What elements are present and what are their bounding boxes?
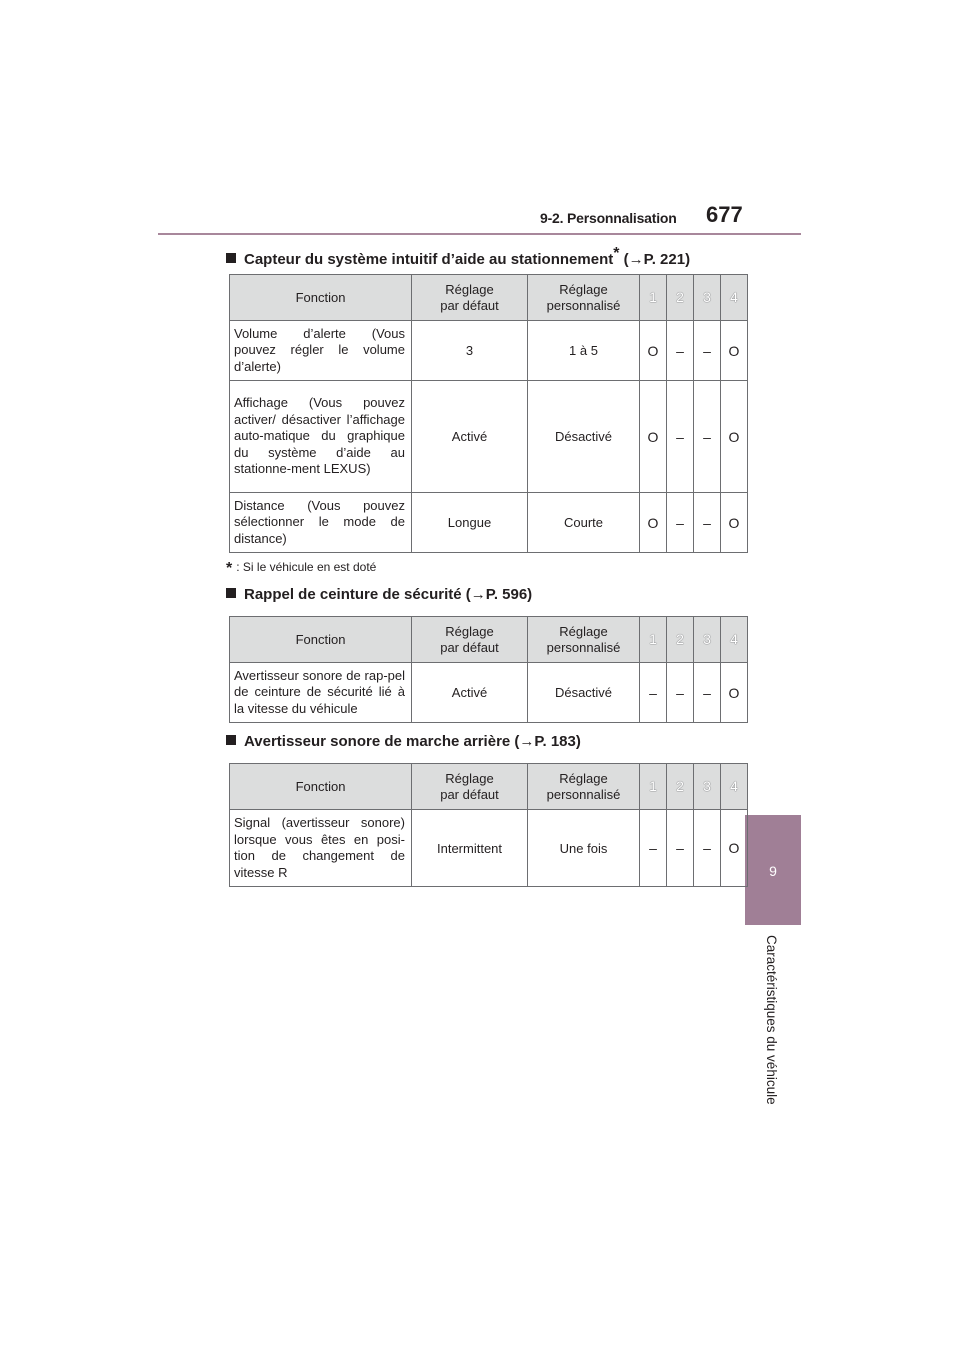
table-row [230,663,748,723]
row-mark-2: – [667,381,694,493]
section-heading-parking-sensor: Capteur du système intuitif d’aide au stationnement* (→P. 221) [226,245,690,268]
row-mark-3: – [694,381,721,493]
row-mark-2: – [667,663,694,723]
row-mark-1: O [640,321,667,381]
row-mark-1: – [640,663,667,723]
header-num-1: 1 [640,617,667,663]
footnote-star: * [226,560,233,577]
page-reference[interactable]: (→P. 183) [514,733,581,750]
row-function: Volume d’alerte (Vous pouvez régler le volume d’alerte) [230,321,412,381]
table-row [230,810,748,887]
row-mark-4: O [721,493,748,553]
table-header-row [230,275,748,321]
row-function: Signal (avertisseur sonore) lorsque vous êtes en posi-tion de changement de vitesse R [230,810,412,887]
row-custom: Une fois [528,810,640,887]
header-function: Fonction [230,617,412,663]
footnote [226,560,376,578]
table-header-row [230,764,748,810]
chapter-label-container [765,935,781,1115]
header-custom: Réglage personnalisé [528,617,640,663]
header-num-3: 3 [694,275,721,321]
header-num-4: 4 [721,275,748,321]
header-divider [158,233,801,235]
settings-table-parking-sensor [229,274,748,553]
row-default: Activé [412,381,528,493]
header-custom: Réglage personnalisé [528,275,640,321]
settings-table-reverse-buzzer [229,763,748,887]
header-custom: Réglage personnalisé [528,764,640,810]
table-row [230,381,748,493]
page-reference[interactable]: (→P. 596) [465,586,533,603]
row-mark-3: – [694,321,721,381]
header-num-2: 2 [667,275,694,321]
table-header-row [230,617,748,663]
header-default: Réglage par défaut [412,617,528,663]
header-num-3: 3 [694,764,721,810]
row-mark-1: O [640,493,667,553]
row-mark-1: O [640,381,667,493]
header-num-4: 4 [721,617,748,663]
header-default: Réglage par défaut [412,275,528,321]
header-num-3: 3 [694,617,721,663]
header-function: Fonction [230,764,412,810]
chapter-label: Caractéristiques du véhicule [764,935,779,1105]
header-num-1: 1 [640,764,667,810]
row-default: Activé [412,663,528,723]
row-default: Intermittent [412,810,528,887]
row-function: Avertisseur sonore de rap-pel de ceinture de sécurité lié à la vitesse du véhicule [230,663,412,723]
row-mark-4: O [721,321,748,381]
page-reference[interactable]: (→P. 221) [623,251,691,268]
page-number: 677 [706,202,743,227]
square-bullet-icon [226,588,236,598]
table-row [230,493,748,553]
row-mark-3: – [694,493,721,553]
row-mark-4: O [721,810,748,887]
row-function: Distance (Vous pouvez sélectionner le mode de distance) [230,493,412,553]
section-heading-reverse-buzzer: Avertisseur sonore de marche arrière (→P. 183) [226,733,581,750]
section-heading-seatbelt-reminder: Rappel de ceinture de sécurité (→P. 596) [226,586,532,603]
row-mark-2: – [667,493,694,553]
row-mark-2: – [667,810,694,887]
row-default: 3 [412,321,528,381]
row-custom: 1 à 5 [528,321,640,381]
row-mark-3: – [694,810,721,887]
table-row [230,321,748,381]
chapter-number: 9 [769,863,777,879]
settings-table-seatbelt-reminder [229,616,748,723]
header-num-1: 1 [640,275,667,321]
section-title: 9-2. Personnalisation [540,210,677,226]
square-bullet-icon [226,735,236,745]
header-num-2: 2 [667,617,694,663]
row-custom: Désactivé [528,381,640,493]
header-function: Fonction [230,275,412,321]
row-function: Affichage (Vous pouvez activer/ désactiver l’affichage auto-matique du graphique du système d’aide au stationne-ment LEXUS) [230,381,412,493]
header-num-4: 4 [721,764,748,810]
row-mark-1: – [640,810,667,887]
chapter-tab [745,815,801,925]
row-mark-4: O [721,381,748,493]
footnote-text: : Si le véhicule en est doté [236,560,377,574]
row-custom: Courte [528,493,640,553]
row-mark-2: – [667,321,694,381]
row-mark-3: – [694,663,721,723]
header-num-2: 2 [667,764,694,810]
square-bullet-icon [226,253,236,263]
row-default: Longue [412,493,528,553]
row-mark-4: O [721,663,748,723]
header-default: Réglage par défaut [412,764,528,810]
row-custom: Désactivé [528,663,640,723]
